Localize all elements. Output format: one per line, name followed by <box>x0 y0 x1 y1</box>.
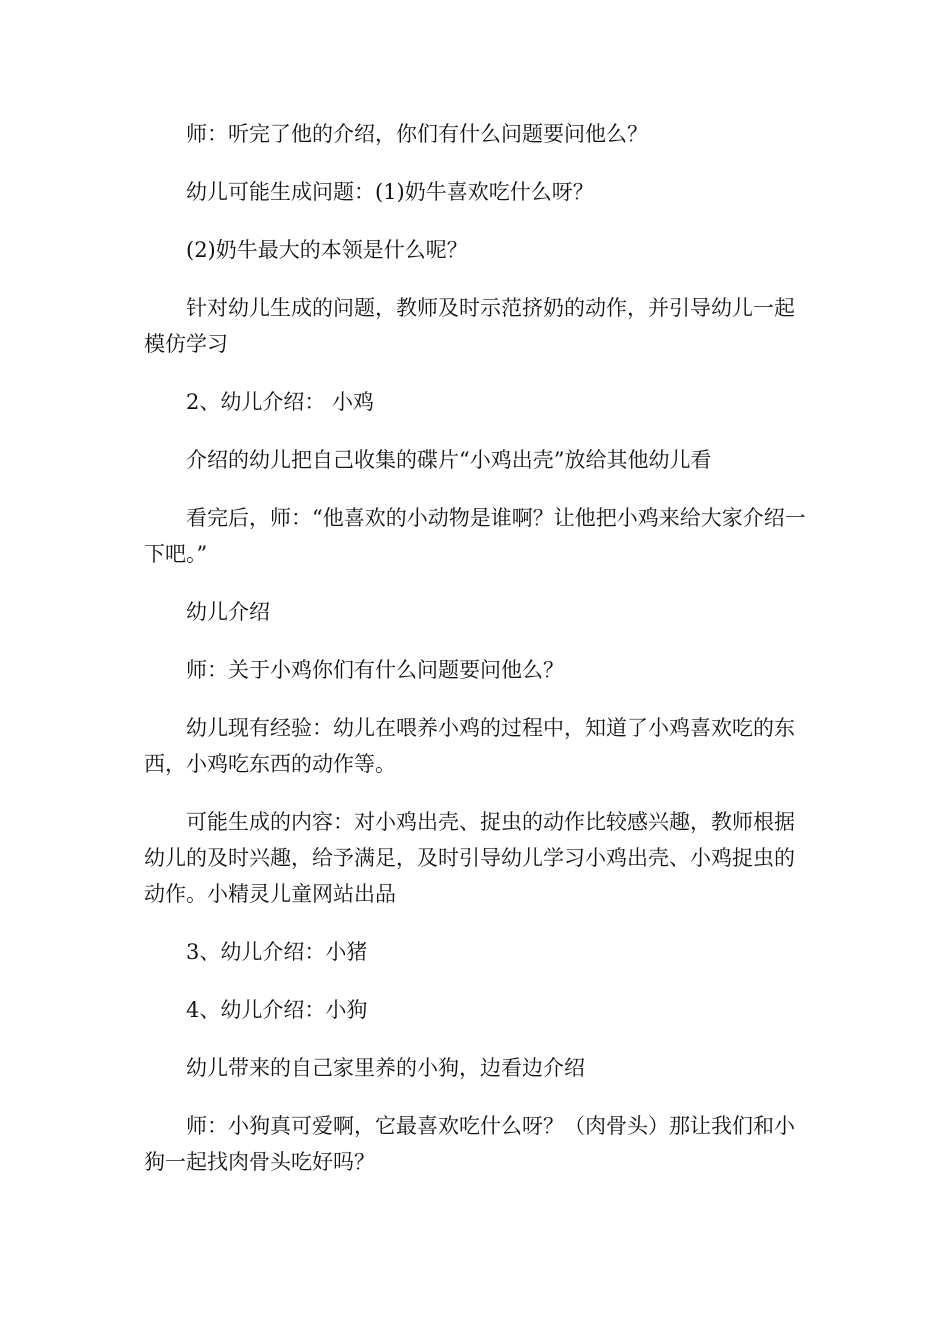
document-body <box>144 116 809 1202</box>
paragraph-teacher-question-cow: 师：听完了他的介绍，你们有什么问题要问他么？ <box>186 122 648 146</box>
paragraph-section-dog: 4、幼儿介绍：小狗 <box>186 998 368 1022</box>
paragraph-possible-question-1: 幼儿可能生成问题：(1)奶牛喜欢吃什么呀？ <box>186 180 594 204</box>
paragraph-section-pig: 3、幼儿介绍：小猪 <box>186 940 368 964</box>
paragraph-chick-disc: 介绍的幼儿把自己收集的碟片“小鸡出壳”放给其他幼儿看 <box>186 448 712 472</box>
paragraph-section-chick: 2、幼儿介绍： 小鸡 <box>186 390 375 414</box>
paragraph-existing-experience: 幼儿现有经验：幼儿在喂养小鸡的过程中，知道了小鸡喜欢吃的东西，小鸡吃东西的动作等。 <box>144 716 795 776</box>
paragraph-possible-question-2: (2)奶牛最大的本领是什么呢？ <box>186 238 468 262</box>
paragraph-child-introduces: 幼儿介绍 <box>186 600 270 624</box>
paragraph-possible-content: 可能生成的内容：对小鸡出壳、捉虫的动作比较感兴趣，教师根据幼儿的及时兴趣，给予满足，及时引导幼儿学习小鸡出壳、小鸡捉虫的动作。小精灵儿童网站出品 <box>144 810 795 906</box>
paragraph-teacher-demo-milking: 针对幼儿生成的问题，教师及时示范挤奶的动作，并引导幼儿一起模仿学习 <box>144 296 795 356</box>
paragraph-after-watching: 看完后，师：“他喜欢的小动物是谁啊？让他把小鸡来给大家介绍一下吧。” <box>144 506 806 566</box>
paragraph-teacher-dog-bone: 师：小狗真可爱啊，它最喜欢吃什么呀？（肉骨头）那让我们和小狗一起找肉骨头吃好吗？ <box>144 1114 795 1174</box>
paragraph-dog-intro: 幼儿带来的自己家里养的小狗，边看边介绍 <box>186 1056 585 1080</box>
paragraph-teacher-question-chick: 师：关于小鸡你们有什么问题要问他么？ <box>186 658 564 682</box>
